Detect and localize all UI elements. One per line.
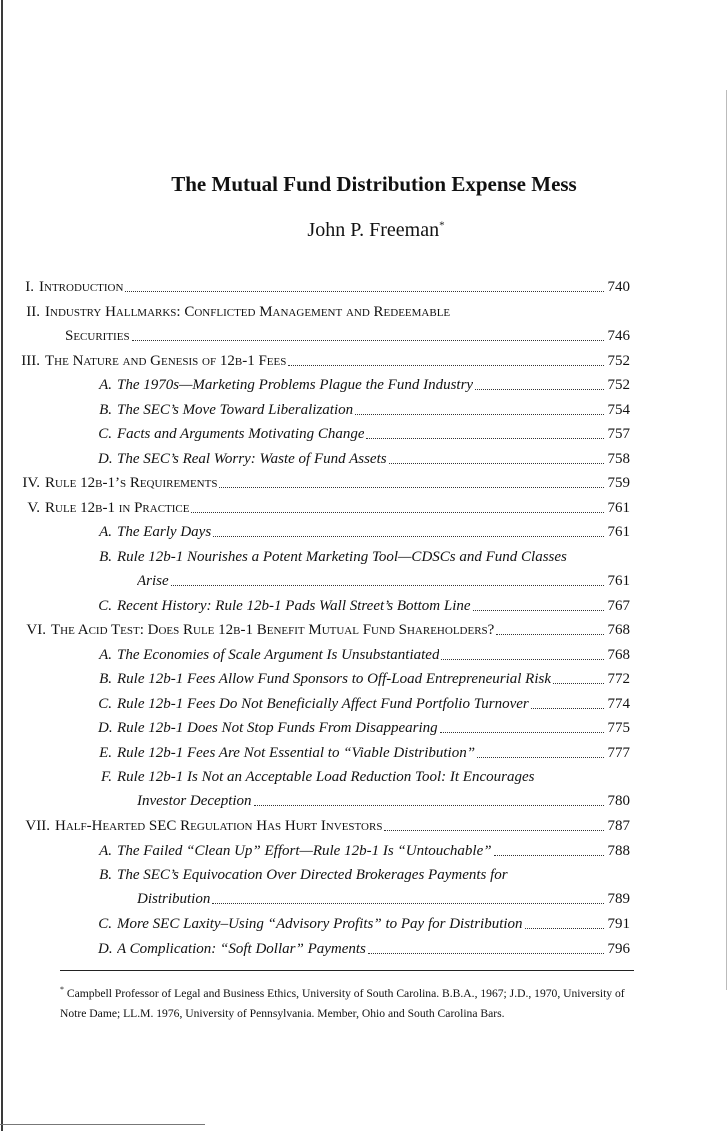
- toc-entry-title: Half-Hearted SEC Regulation Has Hurt Investors: [55, 818, 383, 834]
- toc-entry-title: Rule 12b-1 Nourishes a Potent Marketing Tool—CDSCs and Fund Classes: [117, 548, 567, 565]
- toc-entry[interactable]: [18, 349, 630, 373]
- toc-leader-dots: [440, 731, 604, 733]
- toc-entry-number: A.: [99, 842, 112, 859]
- toc-leader-dots: [473, 609, 604, 611]
- toc-entry-number: B.: [99, 401, 112, 418]
- toc-entry-line: [98, 887, 630, 911]
- toc-page-number: 758: [607, 450, 630, 467]
- toc-entry-title: Rule 12b-1’s Requirements: [45, 475, 218, 491]
- toc-entry[interactable]: [98, 643, 630, 667]
- toc-entry-number: F.: [101, 769, 112, 785]
- toc-leader-dots: [212, 902, 604, 904]
- toc-entry-line: [98, 447, 630, 471]
- toc-entry-title: Rule 12b-1 in Practice: [45, 499, 190, 516]
- toc-leader-dots: [494, 854, 604, 856]
- page-bottom-rule: [0, 1124, 205, 1125]
- toc-entry[interactable]: [18, 471, 630, 495]
- toc-entry-title: The Acid Test: Does Rule 12b-1 Benefit Mutual Fund Shareholders?: [51, 622, 495, 638]
- toc-page-number: 761: [607, 524, 630, 540]
- toc-entry-title: The SEC’s Equivocation Over Directed Brokerages Payments for: [117, 867, 508, 883]
- toc-entry[interactable]: [18, 275, 630, 299]
- toc-entry-line: [98, 545, 630, 569]
- toc-entry-line: [98, 594, 630, 618]
- toc-entry-line: [18, 300, 630, 324]
- toc-entry[interactable]: [98, 667, 630, 691]
- toc-entry-line: [98, 789, 630, 813]
- toc-entry[interactable]: [18, 618, 630, 642]
- toc-entry[interactable]: [98, 398, 630, 422]
- toc-entry-title: Rule 12b-1 Fees Allow Fund Sponsors to Off-Load Entrepreneurial Risk: [117, 671, 551, 687]
- toc-entry-line: [98, 398, 630, 422]
- toc-entry-number: VI.: [26, 622, 46, 638]
- toc-page-number: 789: [607, 891, 630, 907]
- toc-entry-title: Arise: [137, 572, 169, 589]
- toc-entry[interactable]: [98, 863, 630, 911]
- toc-leader-dots: [441, 658, 604, 660]
- toc-entry[interactable]: [98, 716, 630, 740]
- toc-entry[interactable]: [98, 912, 630, 936]
- toc-entry-line: [98, 643, 630, 667]
- toc-entry-line: [98, 373, 630, 397]
- toc-entry-title: The Economies of Scale Argument Is Unsubstantiated: [117, 646, 440, 663]
- toc-entry-title: The Failed “Clean Up” Effort—Rule 12b-1 Is “Untouchable”: [117, 842, 492, 859]
- toc-page-number: 791: [607, 916, 630, 932]
- toc-page-number: 768: [607, 646, 630, 663]
- toc-entry-number: A.: [99, 646, 112, 663]
- toc-entry-line: [98, 692, 630, 716]
- toc-entry[interactable]: [98, 594, 630, 618]
- toc-entry-number: I.: [25, 279, 34, 295]
- toc-entry-line: [98, 741, 630, 765]
- toc-entry-title: The 1970s—Marketing Problems Plague the Fund Industry: [117, 377, 474, 393]
- toc-leader-dots: [531, 707, 604, 709]
- toc-page-number: 767: [607, 597, 630, 614]
- toc-entry-title: Facts and Arguments Motivating Change: [117, 426, 365, 442]
- author-name: John P. Freeman: [307, 219, 440, 241]
- toc-leader-dots: [132, 339, 604, 341]
- toc-entry-title: Securities: [65, 327, 130, 344]
- toc-entry-number: E.: [99, 744, 112, 761]
- footnote: [60, 980, 640, 1024]
- toc-entry-number: B.: [99, 548, 112, 565]
- toc-entry-title: The SEC’s Move Toward Liberalization: [117, 401, 354, 418]
- toc-entry-line: [98, 520, 630, 544]
- toc-page-number: 772: [607, 671, 630, 687]
- toc-page-number: 759: [607, 475, 630, 491]
- toc-entry-line: [98, 937, 630, 961]
- toc-entry[interactable]: [98, 447, 630, 471]
- toc-page-number: 768: [607, 622, 630, 638]
- toc-entry-line: [98, 716, 630, 740]
- toc-entry[interactable]: [18, 300, 630, 348]
- toc-entry-title: Introduction: [39, 279, 124, 295]
- toc-entry-line: [18, 349, 630, 373]
- toc-entry-number: IV.: [22, 475, 40, 491]
- toc-entry-title: Rule 12b-1 Is Not an Acceptable Load Reduction Tool: It Encourages: [117, 769, 535, 785]
- toc-entry-number: D.: [98, 720, 113, 736]
- toc-page-number: 780: [607, 793, 630, 809]
- toc-entry-line: [98, 422, 630, 446]
- toc-leader-dots: [475, 388, 604, 390]
- toc-entry-title: Rule 12b-1 Does Not Stop Funds From Disappearing: [117, 720, 438, 736]
- toc-leader-dots: [171, 584, 604, 586]
- toc-entry-title: The Nature and Genesis of 12b-1 Fees: [45, 352, 287, 369]
- toc-entry-title: Distribution: [137, 891, 211, 907]
- toc-entry-number: B.: [99, 867, 112, 883]
- toc-entry-number: III.: [21, 352, 40, 369]
- toc-leader-dots: [477, 756, 604, 758]
- toc-leader-dots: [288, 364, 604, 366]
- toc-page-number: 761: [607, 499, 630, 516]
- toc-leader-dots: [254, 804, 604, 806]
- footnote-text: Campbell Professor of Legal and Business Ethics, University of South Carolina. B.B.A., 1967; J.D., 1970, University of Notre Dame; LL.M. 1976, University of Pennsylvania. Member, Ohio and South Carolina Bars.: [60, 986, 625, 1020]
- toc-page-number: 752: [607, 377, 630, 393]
- toc-entry[interactable]: [98, 741, 630, 765]
- toc-entry-title: Investor Deception: [137, 793, 252, 809]
- toc-entry-line: [98, 569, 630, 593]
- toc-page-number: 777: [607, 744, 630, 761]
- toc-entry-number: C.: [98, 916, 112, 932]
- toc-entry[interactable]: [98, 937, 630, 961]
- toc-page-number: 752: [607, 352, 630, 369]
- toc-entry[interactable]: [98, 839, 630, 863]
- toc-entry-line: [18, 496, 630, 520]
- toc-entry-title: Rule 12b-1 Fees Are Not Essential to “Viable Distribution”: [117, 744, 476, 761]
- toc-entry-title: Recent History: Rule 12b-1 Pads Wall Street’s Bottom Line: [117, 597, 471, 614]
- toc-entry[interactable]: [98, 765, 630, 813]
- toc-leader-dots: [366, 437, 604, 439]
- toc-leader-dots: [219, 486, 604, 488]
- toc-leader-dots: [525, 927, 604, 929]
- toc-page-number: 757: [607, 426, 630, 442]
- toc-page-number: 774: [607, 695, 630, 712]
- toc-page-number: 740: [607, 279, 630, 295]
- toc-entry-number: B.: [99, 671, 112, 687]
- toc-page-number: 775: [607, 720, 630, 736]
- toc-entry-number: V.: [27, 499, 40, 516]
- toc-entry-number: II.: [26, 303, 40, 320]
- toc-entry-line: [18, 324, 630, 348]
- toc-entry-title: The SEC’s Real Worry: Waste of Fund Assets: [117, 450, 387, 467]
- toc-leader-dots: [384, 829, 604, 831]
- toc-entry[interactable]: [98, 422, 630, 446]
- toc-leader-dots: [125, 290, 604, 292]
- toc-entry-number: C.: [98, 426, 112, 442]
- toc-entry-line: [98, 667, 630, 691]
- toc-entry-line: [18, 471, 630, 495]
- toc-entry-line: [98, 912, 630, 936]
- toc-entry-title: A Complication: “Soft Dollar” Payments: [117, 940, 366, 957]
- article-title: The Mutual Fund Distribution Expense Mess: [171, 172, 577, 196]
- toc-entry-line: [98, 839, 630, 863]
- toc-page-number: 796: [607, 940, 630, 957]
- toc-leader-dots: [368, 952, 604, 954]
- toc-entry[interactable]: [98, 520, 630, 544]
- toc-page-number: 761: [607, 572, 630, 589]
- toc-entry-title: The Early Days: [117, 524, 212, 540]
- toc-page-number: 754: [607, 401, 630, 418]
- toc-leader-dots: [389, 462, 604, 464]
- toc-page-number: 787: [607, 818, 630, 834]
- toc-entry-number: D.: [98, 450, 113, 467]
- toc-entry[interactable]: [98, 545, 630, 593]
- footnote-rule: [60, 970, 634, 971]
- toc-entry-number: A.: [99, 524, 112, 540]
- toc-entry-line: [98, 863, 630, 887]
- toc-entry[interactable]: [98, 373, 630, 397]
- toc-page-number: 788: [607, 842, 630, 859]
- toc-page-number: 746: [607, 327, 630, 344]
- toc-entry-line: [18, 618, 630, 642]
- toc-entry-line: [18, 275, 630, 299]
- toc-entry-title: Industry Hallmarks: Conflicted Management and Redeemable: [45, 303, 451, 320]
- toc-entry[interactable]: [18, 496, 630, 520]
- toc-entry-number: A.: [99, 377, 112, 393]
- toc-entry-line: [98, 765, 630, 789]
- author-footnote-mark: *: [439, 219, 445, 232]
- toc-entry-number: C.: [98, 695, 112, 712]
- toc-entry-number: VII.: [25, 818, 50, 834]
- toc-entry[interactable]: [18, 814, 630, 838]
- toc-entry-title: More SEC Laxity–Using “Advisory Profits” to Pay for Distribution: [117, 916, 523, 932]
- toc-entry[interactable]: [98, 692, 630, 716]
- toc-leader-dots: [355, 413, 604, 415]
- toc-entry-line: [18, 814, 630, 838]
- toc-entry-title: Rule 12b-1 Fees Do Not Beneficially Affect Fund Portfolio Turnover: [117, 695, 529, 712]
- footnote-mark: *: [60, 985, 64, 994]
- toc-entry-number: D.: [98, 940, 113, 957]
- toc-leader-dots: [191, 511, 604, 513]
- toc-entry-number: C.: [98, 597, 112, 614]
- toc-leader-dots: [553, 682, 604, 684]
- toc-leader-dots: [496, 633, 604, 635]
- toc-leader-dots: [213, 535, 604, 537]
